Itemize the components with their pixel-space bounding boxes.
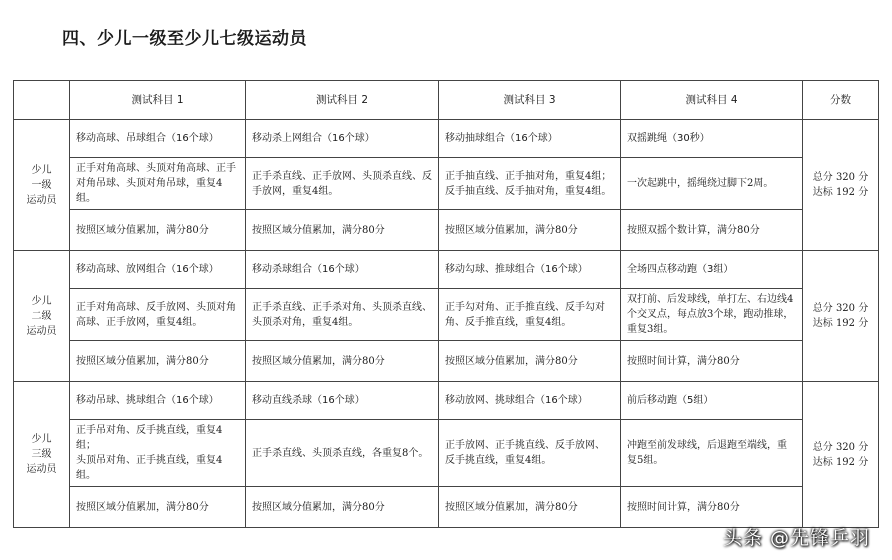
table-row <box>14 382 879 420</box>
header-subject-2: 测试科目 2 <box>246 81 439 120</box>
item-scoring: 按照区域分值累加，满分80分 <box>439 487 621 528</box>
group-label: 少儿 一级 运动员 <box>14 120 70 251</box>
item-scoring: 按照区域分值累加，满分80分 <box>246 487 439 528</box>
item-name: 移动勾球、推球组合（16个球） <box>439 251 621 289</box>
item-description: 冲跑至前发球线，后退跑至端线，重复5组。 <box>621 420 803 487</box>
table-row <box>14 158 879 210</box>
table-row <box>14 120 879 158</box>
item-scoring: 按照区域分值累加，满分80分 <box>439 341 621 382</box>
item-description: 正手抽直线、正手抽对角，重复4组； 反手抽直线、反手抽对角，重复4组。 <box>439 158 621 210</box>
group-label: 少儿 二级 运动员 <box>14 251 70 382</box>
item-description: 正手杀直线、正手杀对角、头顶杀直线、头顶杀对角，重复4组。 <box>246 289 439 341</box>
item-description: 正手勾对角、正手推直线、反手勾对角、反手推直线，重复4组。 <box>439 289 621 341</box>
item-scoring: 按照区域分值累加，满分80分 <box>70 487 246 528</box>
table-row <box>14 210 879 251</box>
score-cell: 总分 320 分 达标 192 分 <box>803 251 879 382</box>
item-name: 移动吊球、挑球组合（16个球） <box>70 382 246 420</box>
watermark: 头条 @先锋乒羽 <box>722 527 870 549</box>
table-row <box>14 289 879 341</box>
item-description: 正手对角高球、头顶对角高球、正手对角吊球、头顶对角吊球，重复4组。 <box>70 158 246 210</box>
item-name: 移动高球、吊球组合（16个球） <box>70 120 246 158</box>
item-description: 正手杀直线、正手放网、头顶杀直线、反手放网，重复4组。 <box>246 158 439 210</box>
item-name: 全场四点移动跑（3组） <box>621 251 803 289</box>
test-table <box>13 80 879 528</box>
table-row <box>14 251 879 289</box>
header-subject-3: 测试科目 3 <box>439 81 621 120</box>
item-scoring: 按照时间计算，满分80分 <box>621 487 803 528</box>
group-label: 少儿 三级 运动员 <box>14 382 70 528</box>
item-scoring: 按照区域分值累加，满分80分 <box>439 210 621 251</box>
item-description: 正手吊对角、反手挑直线，重复4组； 头顶吊对角、正手挑直线，重复4组。 <box>70 420 246 487</box>
item-scoring: 按照区域分值累加，满分80分 <box>246 341 439 382</box>
item-name: 移动杀上网组合（16个球） <box>246 120 439 158</box>
item-description: 双打前、后发球线，单打左、右边线4个交叉点，每点放3个球，跑动推球，重复3组。 <box>621 289 803 341</box>
item-description: 正手杀直线、头顶杀直线，各重复8个。 <box>246 420 439 487</box>
item-name: 移动高球、放网组合（16个球） <box>70 251 246 289</box>
table-row <box>14 341 879 382</box>
header-subject-1: 测试科目 1 <box>70 81 246 120</box>
header-subject-4: 测试科目 4 <box>621 81 803 120</box>
score-cell: 总分 320 分 达标 192 分 <box>803 120 879 251</box>
item-scoring: 按照区域分值累加，满分80分 <box>246 210 439 251</box>
table-row <box>14 487 879 528</box>
item-scoring: 按照时间计算，满分80分 <box>621 341 803 382</box>
item-name: 前后移动跑（5组） <box>621 382 803 420</box>
item-description: 正手对角高球、反手放网、头顶对角高球、正手放网，重复4组。 <box>70 289 246 341</box>
table-header-row <box>14 81 879 120</box>
item-scoring: 按照区域分值累加，满分80分 <box>70 210 246 251</box>
header-blank <box>14 81 70 120</box>
item-description: 正手放网、正手挑直线、反手放网、反手挑直线，重复4组。 <box>439 420 621 487</box>
table-row <box>14 420 879 487</box>
item-description: 一次起跳中，摇绳绕过脚下2周。 <box>621 158 803 210</box>
page-heading: 四、少儿一级至少儿七级运动员 <box>62 29 307 49</box>
item-name: 移动抽球组合（16个球） <box>439 120 621 158</box>
header-score: 分数 <box>803 81 879 120</box>
item-scoring: 按照双摇个数计算，满分80分 <box>621 210 803 251</box>
item-name: 移动直线杀球（16个球） <box>246 382 439 420</box>
item-name: 双摇跳绳（30秒） <box>621 120 803 158</box>
item-name: 移动杀球组合（16个球） <box>246 251 439 289</box>
item-scoring: 按照区域分值累加，满分80分 <box>70 341 246 382</box>
item-name: 移动放网、挑球组合（16个球） <box>439 382 621 420</box>
score-cell: 总分 320 分 达标 192 分 <box>803 382 879 528</box>
